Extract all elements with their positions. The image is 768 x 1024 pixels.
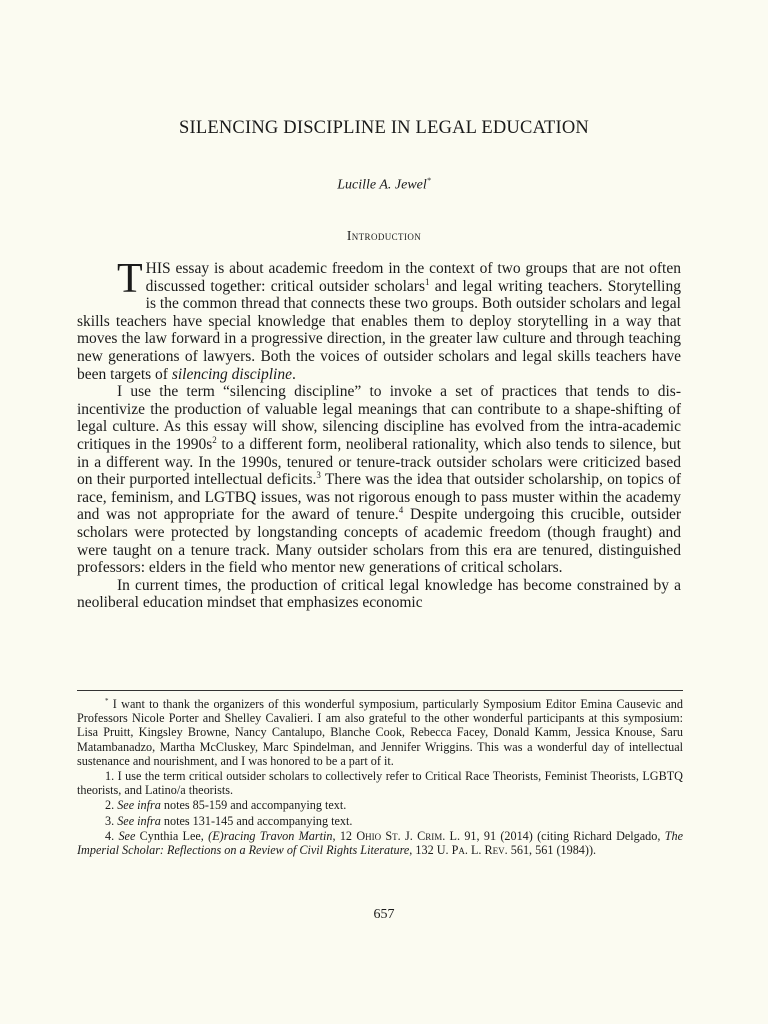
emphasis-silencing-discipline: silencing discipline [171,365,292,383]
drop-cap: T [117,256,143,302]
footnote-4-journal-2: U. Pa. L. Rev. [436,843,508,858]
paragraph-2-text-d: Despite undergoing this crucible, outsider scholars were protected by longstanding concepts of academic freedom (though fraught) and were taught on a tenure track. Many outsider scholars from this era are tenured, distinguished professors: elders in the field who mentor new generations of critical scholars. [77,506,681,577]
footnote-star-mark: * [105,696,109,705]
paragraph-2-text-c: There was the idea that outsider scholarship, on topics of race, feminism, and LGTBQ issues, was not rigorous enough to pass muster within the academy and was not appropriate for the award of tenure. [77,471,681,524]
article-title: SILENCING DISCIPLINE IN LEGAL EDUCATION [179,118,589,138]
author-line [0,176,768,194]
footnote-4 [77,829,683,857]
footnote-4-article-title: (E)racing Travon Martin [208,828,333,843]
footnote-ref-2[interactable]: 2 [212,434,217,445]
footnote-ref-4[interactable]: 4 [398,505,404,516]
paragraph-1-text-c: . [291,365,296,383]
footnote-4-text-b: , 12 [332,828,357,843]
footnote-3 [77,814,683,828]
body-text [77,256,681,612]
footnote-divider [77,690,683,691]
footnote-4-text-c: 91, 91 (2014) (citing Richard Delgado, [460,828,665,843]
footnote-star [77,697,683,768]
paragraph-1-text-b: and legal writing teachers. Storytelling is the common thread that connects these two groups. Both outsider scholars and legal skills teachers have special knowledge that enables them to deploy storytelling in a way that moves the law forward in a progressive direction, in the greater law culture and through teaching new generations of lawyers. Both the voices of outsider scholars and legal skills teachers have been targets of [77,277,681,383]
footnote-star-text: I want to thank the organizers of this wonderful symposium, particularly Symposium Editor Emina Causevic and Professors Nicole Porter and Shelley Cavalieri. I am also grateful to the other wonderful participants at this symposium: Lisa Pruitt, Kingsley Browne, Nancy Cantalupo, Blanche Cook, Rebecca Facey, Donald Kamm, Jessica Knouse, Saru Matambanadzo, Martha McCluskey, Marc Spindelman, and Jennifer Wriggins. This was a wonderful day of intellectual sustenance and nourishment, and I was honored to be a part of it. [77,697,683,768]
footnote-4-journal-1: Ohio St. J. Crim. L. [356,828,461,843]
footnote-2 [77,798,683,812]
paragraph-3: In current times, the production of critical legal knowledge has become constrained by a neoliberal education mindset that emphasizes economic [77,576,681,612]
paragraph-1-text-a: HIS essay is about academic freedom in the context of two groups that are not often discussed together: critical outsider scholars [145,260,681,295]
paragraph-2-text-a: I use the term “silencing discipline” to invoke a set of practices that tends to dis-incentivize the production of valuable legal meanings that can contribute to a shape-shifting of legal culture. As this essay will show, silencing discipline has evolved from the intra-academic critiques in the 1990s [77,383,681,453]
footnote-ref-1[interactable]: 1 [425,276,430,287]
footnote-2-signal: See infra [117,798,161,813]
footnote-ref-3[interactable]: 3 [316,469,321,480]
footnote-3-number: 3. [105,813,115,828]
page-number: 657 [373,907,395,922]
footnote-2-number: 2. [105,798,115,813]
author-name: Lucille A. Jewel [337,177,427,193]
author-footnote-mark: * [426,176,431,185]
paragraph-2 [77,383,681,577]
footnote-4-signal: See [118,828,136,843]
footnote-4-cited-title: The Imperial Scholar: Reflections on a Review of Civil Rights Literature [77,828,683,858]
footnote-1: 1. I use the term critical outsider scholars to collectively refer to Critical Race Theorists, Feminist Theorists, LGBTQ theorists, and Latino/a theorists. [77,769,683,798]
paragraph-1 [77,256,681,383]
footnote-4-text-e: 561, 561 (1984)). [507,843,597,858]
footnotes [77,697,683,858]
footnote-3-signal: See infra [117,813,161,828]
footnote-4-text-d: , 132 [409,843,437,858]
footnote-4-text-a: Cynthia Lee, [135,828,209,843]
section-heading: Introduction [346,228,422,243]
footnote-3-text: notes 131-145 and accompanying text. [160,813,353,828]
footnote-2-text: notes 85-159 and accompanying text. [160,798,347,813]
footnote-4-number: 4. [105,828,115,843]
paragraph-2-text-b: to a different form, neoliberal rationality, which also tends to silence, but in a different way. In the 1990s, tenured or tenure-track outsider scholars were criticized based on their purported intellectual deficits. [77,435,681,489]
